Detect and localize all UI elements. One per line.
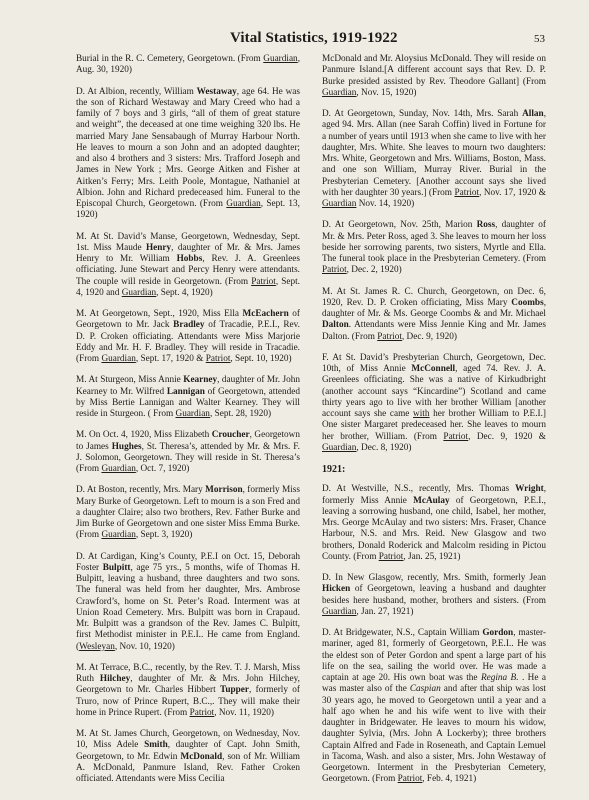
record-entry: M. At Georgetown, Sept., 1920, Miss Ella McEachern of Georgetown to Mr. Jack Bradley of Tracadie, P.E.I., Rev. D. P. Croken officiating. Attendants were Miss Marjorie Eddy and Mr. H. F. Bradley. They will reside in Tracadie. (From Guardian, Sept. 17, 1920 & Patriot, Sept. 10, 1920) [76, 309, 300, 364]
record-entry: Burial in the R. C. Cemetery, Georgetown. (From Guardian, Aug. 30, 1920) [76, 54, 300, 76]
page-header [76, 30, 545, 52]
right-column-1920-entries [322, 54, 546, 454]
right-column [322, 54, 546, 796]
record-entry: M. At Terrace, B.C., recently, by the Rev. T. J. Marsh, Miss Ruth Hilchey, daughter of Mr. & Mrs. John Hilchey, Georgetown to Mr. Charles Hibbert Tupper, formerly of Truro, now of Prince Rupert, B.C.,. They will make their home in Prince Rupert. (From Patriot, Nov. 11, 1920) [76, 662, 300, 718]
record-entry: D. At Georgetown, Nov. 25th, Marion Ross, daughter of Mr. & Mrs. Peter Ross, aged 3. She leaves to mourn her loss beside her sorrowing parents, two sisters, Myrtle and Ella. The funeral took place in the Presbyterian Cemetery. (From Patriot, Dec. 2, 1920) [322, 220, 546, 276]
page-number: 53 [534, 33, 545, 45]
page-title: Vital Statistics, 1919-1922 [230, 30, 398, 46]
text-columns [76, 54, 546, 796]
record-entry: M. At St. James Church, Georgetown, on Wednesday, Nov. 10, Miss Adele Smith, daughter of Capt. John Smith, Georgetown, to Mr. Edwin McDonald, son of Mr. William A. McDonald, Panmure Island, Rev. Father Croken officiated. Attendants were Miss Cecilia [76, 729, 300, 784]
record-entry: M. On Oct. 4, 1920, Miss Elizabeth Croucher, Georgetown to James Hughes, St. Theresa’s, attended by Mr. & Mrs. F. J. Solomon, Georgetown. They will reside in St. Theresa’s (From Guardian, Oct. 7, 1920) [76, 430, 300, 474]
right-column-1921-entries [322, 484, 546, 785]
year-heading: 1921: [322, 464, 346, 475]
record-entry: D. At Albion, recently, William Westaway, age 64. He was the son of Richard Westaway and Mary Creed who had a family of 7 boys and 3 girls, “all of them of great stature and weight”, the deceased at one time weighing 320 lbs. He married Mary Jane Sensabaugh of Murray Harbour North. He leaves to mourn a son John and an adopted daughter; and also 4 brothers and 3 sisters: Mrs. Trafford Joseph and James in New York ; Mrs. George Aitken and Fisher at Aitken’s Ferry; Mrs. Leith Poole, Montague, Nathaniel at Albion. John and Richard predeceased him. Funeral to the Episcopal Church, Georgetown. (From Guardian, Sept. 13, 1920) [76, 86, 300, 221]
record-entry: McDonald and Mr. Aloysius McDonald. They will reside on Panmure Island.[A different account says that Rev. D. P. Burke presided assisted by Rev. Theodore Gallant] (From Guardian, Nov. 15, 1920) [322, 54, 546, 98]
record-entry: D. At Boston, recently, Mrs. Mary Morrison, formerly Miss Mary Burke of Georgetown. Left to mourn is a son Fred and a daughter Claire; also two brothers, Rev. Father Burke and Jim Burke of Georgetown and one sister Miss Emma Burke. (From Guardian, Sept. 3, 1920) [76, 485, 300, 541]
record-entry: D. At Westville, N.S., recently, Mrs. Thomas Wright, formerly Miss Annie McAulay of Georgetown, P.E.I., leaving a sorrowing husband, one child, Isabel, her mother, Mrs. George McAulay and two sisters: Mrs. Fraser, Chance Harbour, N.S. and Mrs. Reid. New Glasgow and two brothers, Donald Roderick and Malcolm residing in Pictou County. (From Patriot, Jan. 25, 1921) [322, 484, 546, 562]
record-entry: D. In New Glasgow, recently, Mrs. Smith, formerly Jean Hicken of Georgetown, leaving a husband and daughter besides here husband, mother, brothers and sisters. (From Guardian, Jan. 27, 1921) [322, 573, 546, 617]
record-entry: D. At Georgetown, Sunday, Nov. 14th, Mrs. Sarah Allan, aged 94. Mrs. Allan (nee Sarah Coffin) lived in Fortune for a number of years until 1913 when she came to live with her daughter, Mrs. White. She leaves to mourn two daughters: Mrs. White, Georgetown and Mrs. Williams, Boston, Mass. and one son William, Murray River. Burial in the Presbyterian Cemetery. [Another account says she lived with her daughter 30 years.] (From Patriot, Nov. 17, 1920 & Guardian Nov. 14, 1920) [322, 109, 547, 209]
record-entry: M. At Sturgeon, Miss Annie Kearney, daughter of Mr. John Kearney to Mr. Wilfred Lannigan of Georgetown, attended by Miss Bertie Lannigan and Walter Kearney. They will reside in Sturgeon. ( From Guardian, Sept. 28, 1920) [76, 375, 300, 419]
record-entry: M. At St. David’s Manse, Georgetown, Wednesday, Sept. 1st. Miss Maude Henry, daughter of Mr. & Mrs. James Henry to Mr. William Hobbs, Rev. J. A. Greenlees officiating. June Stewart and Percy Henry were attendants. The couple will reside in Georgetown. (From Patriot, Sept. 4, 1920 and Guardian, Sept. 4, 1920) [76, 231, 300, 298]
left-column [76, 54, 300, 796]
record-entry: D. At Bridgewater, N.S., Captain William Gordon, master-mariner, aged 81, formerly of Georgetown, P.E.I.. He was the eldest son of Peter Gordon and spent a large part of his life on the sea, sailing the world over. He was made a captain at age 20. His own boat was the Regina B. . He a was master also of the Caspian and after that ship was lost 30 years ago, he moved to Georgetown until a year and a half ago when he and his wife went to live with their daughter in Bridgewater. He leaves to mourn his widow, daughter Sylvia, (Mrs. John A Lockerby); three brothers Captain Alfred and Fade in Roseneath, and Captain Lemuel in Tacoma, Wash. and also a sister, Mrs. John Westaway of Georgetown. Interment in the Presbyterian Cemetery, Georgetown. (From Patriot, Feb. 4, 1921) [322, 628, 546, 785]
record-entry: F. At St. David’s Presbyterian Church, Georgetown, Dec. 10th, of Miss Annie McConnell, aged 74. Rev. J. A. Greenlees officiating. She was a native of Kirkudbright (another account says “Kincardine”) Scotland and came thirty years ago to live with her brother William [another account says she came with her brother William to P.E.I.] One sister Margaret predeceased her. She leaves to mourn her brother, William. (From Patriot, Dec. 9, 1920 & Guardian, Dec. 8, 1920) [322, 352, 546, 453]
record-entry: M. At St. James R. C. Church, Georgetown, on Dec. 6, 1920, Rev. D. P. Croken officiating, Miss Mary Coombs, daughter of Mr. & Ms. George Coombs & and Mr. Michael Dalton. Attendants were Miss Jennie King and Mr. James Dalton. (From Patriot, Dec. 9, 1920) [322, 286, 546, 342]
record-entry: D. At Cardigan, King’s County, P.E.I on Oct. 15, Deborah Foster Bulpitt, age 75 yrs., 5 months, wife of Thomas H. Bulpitt, leaving a husband, three daughters and two sons. The funeral was held from her daughter, Mrs. Ambrose Crawford’s, home on St. Peter’s Road. Interment was at Union Road Cemetery. Mrs. Bulpitt was born in Crapaud. Mr. Bulpitt was a grandson of the Rev. James C. Bulpitt, first Methodist minister in P.E.I.. He came from England. (Wesleyan, Nov. 10, 1920) [76, 551, 301, 652]
